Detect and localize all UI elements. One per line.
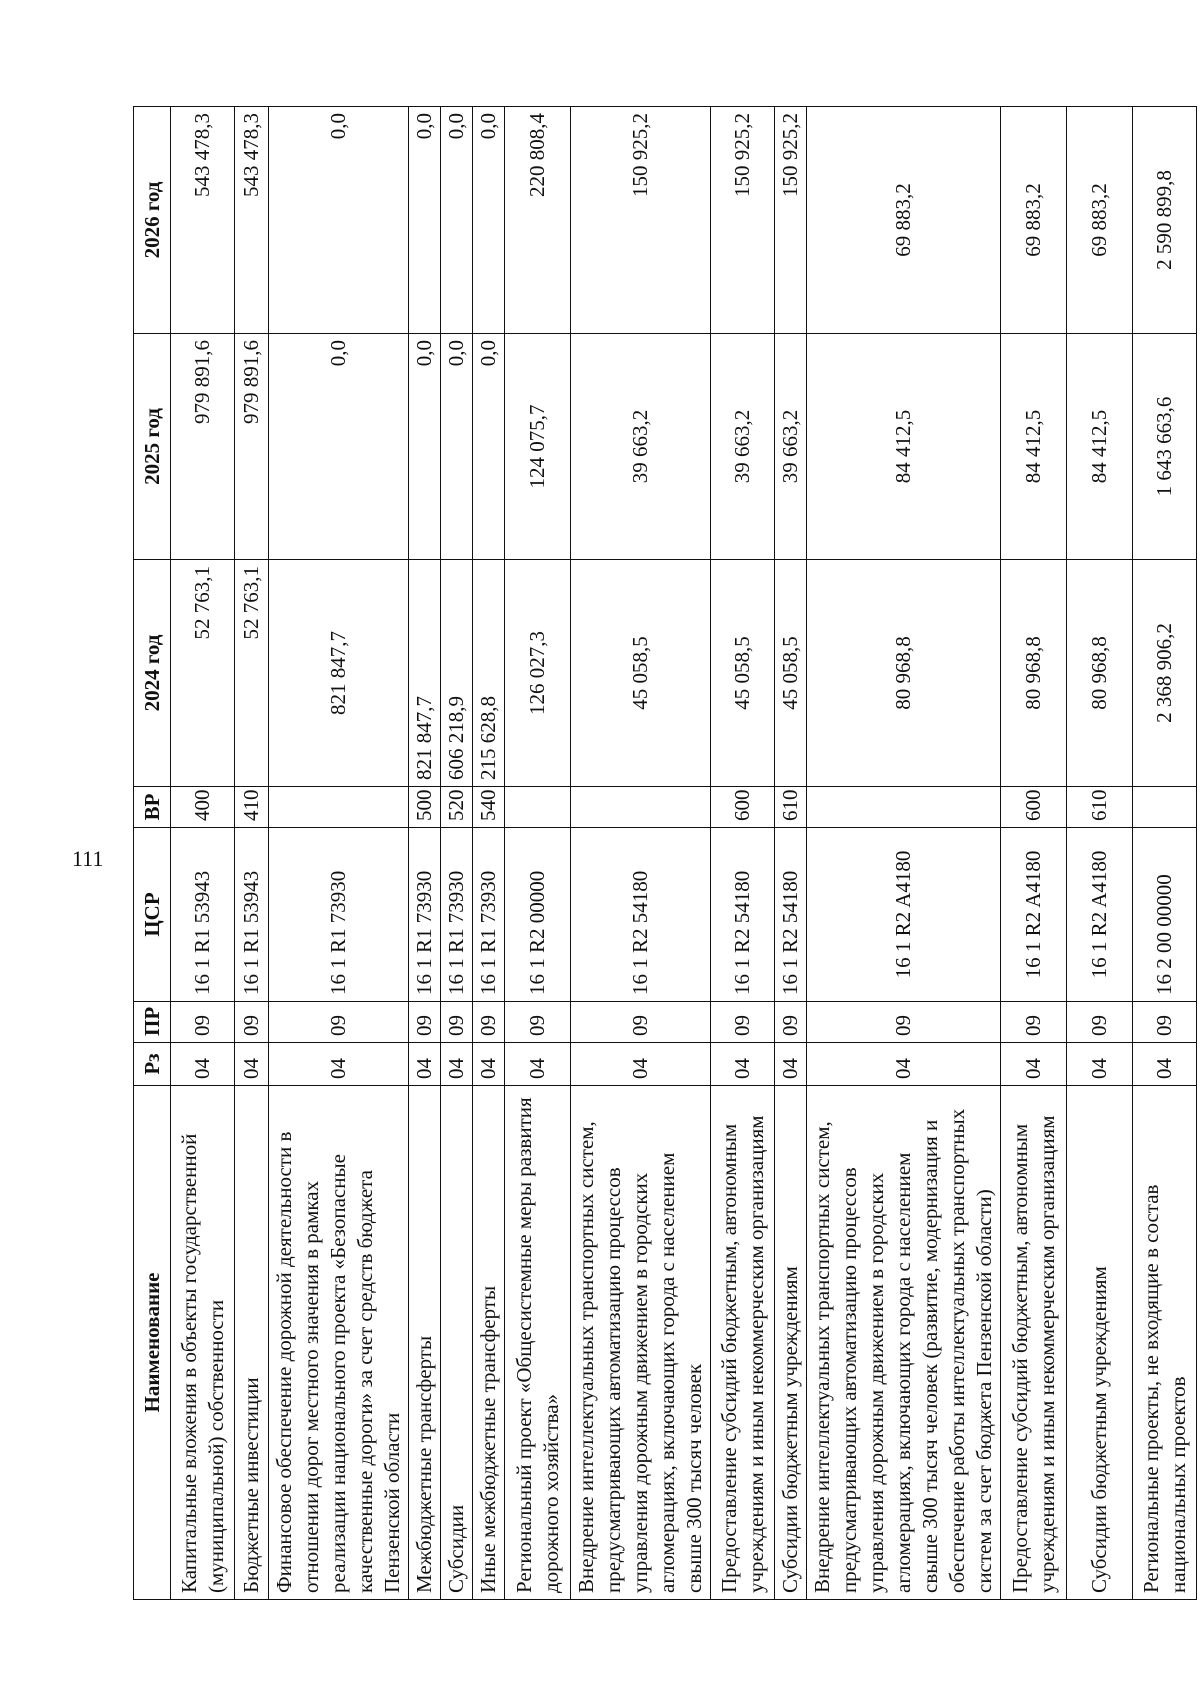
row-csr: 16 1 R2 A4180 (807, 828, 1001, 1002)
row-name: Субсидии бюджетным учреждениям (1067, 1086, 1133, 1600)
row-rz: 04 (1133, 1043, 1197, 1086)
row-csr: 16 2 00 00000 (1133, 828, 1197, 1002)
table-row (775, 107, 807, 1600)
header-2026: 2026 год (134, 107, 171, 334)
row-name: Бюджетные инвестиции (235, 1086, 269, 1600)
row-pr: 09 (775, 1002, 807, 1043)
row-2024: 126 027,3 (505, 560, 571, 787)
row-pr: 09 (571, 1002, 711, 1043)
row-2025: 84 412,5 (1067, 334, 1133, 560)
row-2025: 84 412,5 (1001, 334, 1067, 560)
row-2025: 39 663,2 (775, 334, 807, 560)
row-rz: 04 (775, 1043, 807, 1086)
header-pr: ПР (134, 1002, 171, 1043)
row-pr: 09 (1067, 1002, 1133, 1043)
row-csr: 16 1 R2 00000 (505, 828, 571, 1002)
row-vr: 500 (409, 787, 441, 828)
table-row (1133, 107, 1197, 1600)
row-2025: 0,0 (409, 334, 441, 560)
table-row (505, 107, 571, 1600)
row-2024: 215 628,8 (473, 560, 505, 787)
row-vr: 610 (775, 787, 807, 828)
row-2025: 0,0 (441, 334, 473, 560)
row-2026: 0,0 (269, 107, 409, 334)
row-name: Иные межбюджетные трансферты (473, 1086, 505, 1600)
row-2026: 543 478,3 (171, 107, 235, 334)
rotated-table-container (133, 107, 1190, 1600)
row-rz: 04 (711, 1043, 775, 1086)
row-2025: 39 663,2 (711, 334, 775, 560)
row-2026: 69 883,2 (1067, 107, 1133, 334)
row-pr: 09 (1133, 1002, 1197, 1043)
row-2026: 0,0 (409, 107, 441, 334)
row-2024: 80 968,8 (807, 560, 1001, 787)
row-2026: 0,0 (473, 107, 505, 334)
table-row (711, 107, 775, 1600)
row-2026: 69 883,2 (807, 107, 1001, 334)
header-vr: ВР (134, 787, 171, 828)
row-2024: 2 368 906,2 (1133, 560, 1197, 787)
header-2025: 2025 год (134, 334, 171, 560)
row-csr: 16 1 R2 54180 (711, 828, 775, 1002)
row-2024: 80 968,8 (1001, 560, 1067, 787)
table-header-row (134, 107, 171, 1600)
row-pr: 09 (171, 1002, 235, 1043)
row-2025: 979 891,6 (171, 334, 235, 560)
row-name: Внедрение интеллектуальных транспортных систем, предусматривающих автоматизацию процессов управления дорожным движением в городских агломерациях, включающих города с населением свыше 300 тысяч человек (развитие, модернизация и обеспечение работы интеллектуальных транспортных систем за счет бюджета Пензенской области) (807, 1086, 1001, 1600)
row-vr: 410 (235, 787, 269, 828)
table-row (235, 107, 269, 1600)
table-row (571, 107, 711, 1600)
row-2024: 52 763,1 (171, 560, 235, 787)
row-csr: 16 1 R1 73930 (269, 828, 409, 1002)
row-vr (1133, 787, 1197, 828)
row-rz: 04 (409, 1043, 441, 1086)
row-pr: 09 (473, 1002, 505, 1043)
budget-table (133, 106, 1197, 1600)
row-pr: 09 (807, 1002, 1001, 1043)
row-2024: 80 968,8 (1067, 560, 1133, 787)
row-vr: 600 (1001, 787, 1067, 828)
row-pr: 09 (505, 1002, 571, 1043)
row-vr: 610 (1067, 787, 1133, 828)
header-name: Наименование (134, 1086, 171, 1600)
row-pr: 09 (441, 1002, 473, 1043)
row-rz: 04 (441, 1043, 473, 1086)
table-row (1001, 107, 1067, 1600)
row-2024: 45 058,5 (775, 560, 807, 787)
row-2025: 39 663,2 (571, 334, 711, 560)
row-2024: 606 218,9 (441, 560, 473, 787)
row-name: Региональный проект «Общесистемные меры развития дорожного хозяйства» (505, 1086, 571, 1600)
row-vr (571, 787, 711, 828)
row-pr: 09 (269, 1002, 409, 1043)
row-2024: 45 058,5 (571, 560, 711, 787)
row-2026: 2 590 899,8 (1133, 107, 1197, 334)
row-rz: 04 (235, 1043, 269, 1086)
row-name: Субсидии (441, 1086, 473, 1600)
row-2025: 0,0 (269, 334, 409, 560)
row-name: Предоставление субсидий бюджетным, автономным учреждениям и иным некоммерческим организациям (711, 1086, 775, 1600)
row-pr: 09 (1001, 1002, 1067, 1043)
row-name: Предоставление субсидий бюджетным, автономным учреждениям и иным некоммерческим организациям (1001, 1086, 1067, 1600)
row-vr (269, 787, 409, 828)
row-rz: 04 (1001, 1043, 1067, 1086)
row-csr: 16 1 R1 73930 (441, 828, 473, 1002)
header-csr: ЦСР (134, 828, 171, 1002)
row-name: Субсидии бюджетным учреждениям (775, 1086, 807, 1600)
row-csr: 16 1 R2 A4180 (1001, 828, 1067, 1002)
row-vr (807, 787, 1001, 828)
table-row (441, 107, 473, 1600)
table-row (269, 107, 409, 1600)
row-rz: 04 (171, 1043, 235, 1086)
row-vr: 540 (473, 787, 505, 828)
row-name: Капитальные вложения в объекты государственной (муниципальной) собственности (171, 1086, 235, 1600)
row-rz: 04 (473, 1043, 505, 1086)
row-rz: 04 (1067, 1043, 1133, 1086)
row-2026: 150 925,2 (775, 107, 807, 334)
row-2025: 0,0 (473, 334, 505, 560)
row-2026: 150 925,2 (711, 107, 775, 334)
table-row (171, 107, 235, 1600)
row-csr: 16 1 R2 A4180 (1067, 828, 1133, 1002)
row-2025: 979 891,6 (235, 334, 269, 560)
row-pr: 09 (409, 1002, 441, 1043)
row-2026: 150 925,2 (571, 107, 711, 334)
row-2024: 821 847,7 (269, 560, 409, 787)
row-rz: 04 (571, 1043, 711, 1086)
row-name: Внедрение интеллектуальных транспортных систем, предусматривающих автоматизацию процессов управления дорожным движением в городских агломерациях, включающих города с населением свыше 300 тысяч человек (571, 1086, 711, 1600)
row-pr: 09 (235, 1002, 269, 1043)
row-vr: 400 (171, 787, 235, 828)
row-csr: 16 1 R2 54180 (775, 828, 807, 1002)
row-vr: 600 (711, 787, 775, 828)
row-name: Межбюджетные трансферты (409, 1086, 441, 1600)
row-csr: 16 1 R2 54180 (571, 828, 711, 1002)
row-2026: 543 478,3 (235, 107, 269, 334)
table-row (473, 107, 505, 1600)
row-csr: 16 1 R1 73930 (473, 828, 505, 1002)
row-2025: 84 412,5 (807, 334, 1001, 560)
row-rz: 04 (269, 1043, 409, 1086)
row-csr: 16 1 R1 53943 (235, 828, 269, 1002)
header-2024: 2024 год (134, 560, 171, 787)
row-2026: 220 808,4 (505, 107, 571, 334)
table-row (807, 107, 1001, 1600)
row-name: Финансовое обеспечение дорожной деятельности в отношении дорог местного значения в рамках реализации национального проекта «Безопасные качественные дороги» за счет средств бюджета Пензенской области (269, 1086, 409, 1600)
row-2024: 821 847,7 (409, 560, 441, 787)
row-2025: 124 075,7 (505, 334, 571, 560)
row-pr: 09 (711, 1002, 775, 1043)
row-name: Региональные проекты, не входящие в состав национальных проектов (1133, 1086, 1197, 1600)
page-number: 111 (72, 846, 104, 871)
row-2026: 0,0 (441, 107, 473, 334)
row-rz: 04 (807, 1043, 1001, 1086)
table-row (1067, 107, 1133, 1600)
row-csr: 16 1 R1 73930 (409, 828, 441, 1002)
row-2025: 1 643 663,6 (1133, 334, 1197, 560)
row-csr: 16 1 R1 53943 (171, 828, 235, 1002)
row-rz: 04 (505, 1043, 571, 1086)
row-vr (505, 787, 571, 828)
row-2026: 69 883,2 (1001, 107, 1067, 334)
row-vr: 520 (441, 787, 473, 828)
row-2024: 45 058,5 (711, 560, 775, 787)
row-2024: 52 763,1 (235, 560, 269, 787)
table-row (409, 107, 441, 1600)
header-rz: Рз (134, 1043, 171, 1086)
